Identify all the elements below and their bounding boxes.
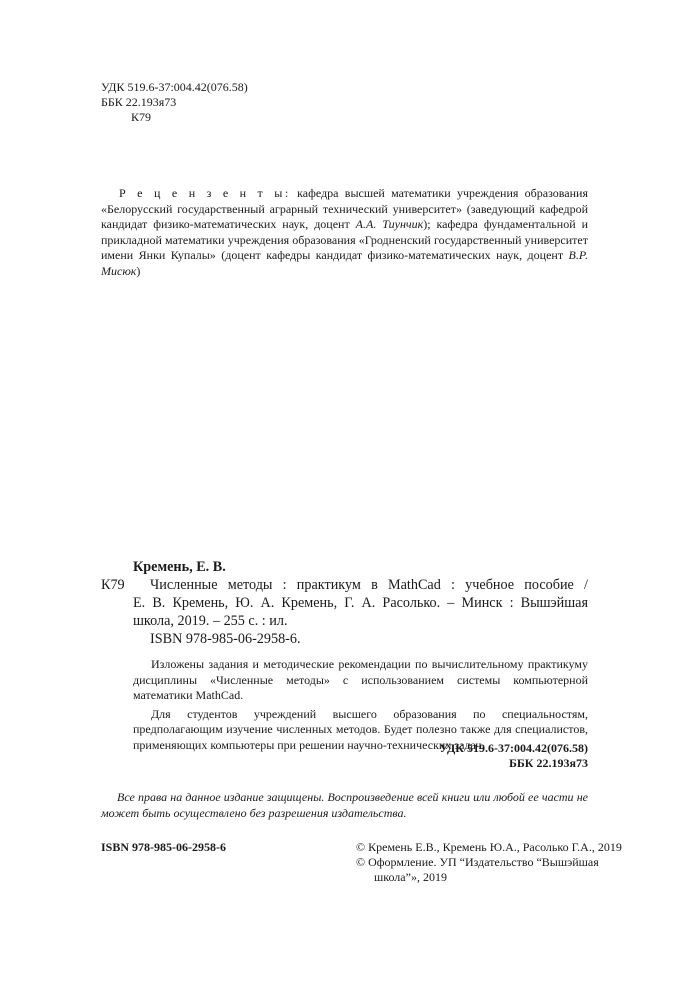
copyright-design-line-2: школа”», 2019 xyxy=(374,870,447,884)
annotation-paragraph-2: Для студентов учреждений высшего образования по специальностям, предполагающим изучение численных методов. Будет полезно также для специалистов, применяющих компьютеры при решении научно-технических задач. xyxy=(133,706,588,752)
reviewer-name-1: А.А. Тиунчик xyxy=(355,217,424,231)
reviewers-text-3: ) xyxy=(136,263,141,278)
udk-code-top: УДК 519.6-37:004.42(076.58) xyxy=(101,80,248,94)
bbk-code-bottom: ББК 22.193я73 xyxy=(508,756,588,770)
rights-notice: Все права на данное издание защищены. Воспроизведение всей книги или любой ее части не может быть осуществлено без разрешения издательства. xyxy=(101,790,588,820)
bibliography-mark: К79 xyxy=(101,577,125,593)
reviewers-text-1: кафедра высшей математики учреждения образования «Белорусский государственный аграрный технический университет» (заведующий кафедрой кандидат физико-математических наук, доцент xyxy=(101,186,588,231)
author-mark-top: К79 xyxy=(131,110,152,124)
footer-isbn: ISBN 978-985-06-2958-6 xyxy=(101,840,226,854)
bibliography-line-2: Е. В. Кремень, Ю. А. Кремень, Г. А. Расолько. – Минск : Вышэйшая xyxy=(133,595,588,611)
bibliography-line-1: Численные методы : практикум в MathCad : учебное пособие / xyxy=(150,577,588,593)
copyright-authors: © Кремень Е.В., Кремень Ю.А., Расолько Г.А., 2019 xyxy=(356,840,622,854)
reviewers-text-2: ); кафедра фундаментальной и прикладной математики учреждения образования «Гродненский государственный университет имени Янки Купалы» (доцент кафедры кандидат физико-математических наук, доцент xyxy=(101,217,588,262)
annotation-block xyxy=(133,657,588,753)
bibliography-author-heading: Кремень, Е. В. xyxy=(133,559,226,575)
bibliography-isbn: ISBN 978-985-06-2958-6. xyxy=(150,631,301,647)
reviewers-heading: Р е ц е н з е н т ы: xyxy=(119,186,291,200)
reviewers-paragraph xyxy=(101,186,588,279)
bbk-code-top: ББК 22.193я73 xyxy=(101,95,177,109)
copyright-design-line-1: © Оформление. УП “Издательство “Вышэйшая xyxy=(356,855,599,869)
annotation-paragraph-1: Изложены задания и методические рекомендации по вычислительному практикуму дисциплины «Численные методы» с использованием системы компьютерной математики MathCad. xyxy=(133,657,588,702)
reviewer-name-2: В.Р. Мисюк xyxy=(101,248,588,278)
udk-code-bottom: УДК 519.6-37:004.42(076.58) xyxy=(439,741,588,755)
bibliography-line-3: школа, 2019. – 255 с. : ил. xyxy=(133,613,288,629)
